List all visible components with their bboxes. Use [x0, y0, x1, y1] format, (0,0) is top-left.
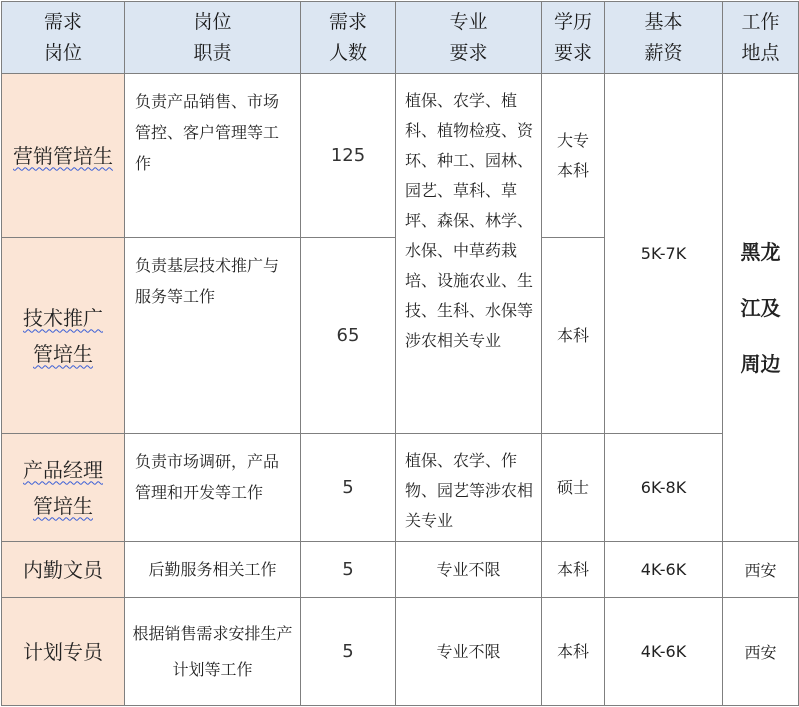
cell-major: 植保、农学、作物、园艺等涉农相关专业 [396, 434, 542, 542]
cell-count: 65 [301, 238, 396, 434]
cell-education: 本科 [542, 542, 605, 598]
cell-position: 内勤文员 [2, 542, 125, 598]
cell-duty: 负责基层技术推广与服务等工作 [125, 238, 301, 434]
cell-duty: 后勤服务相关工作 [125, 542, 301, 598]
cell-position: 技术推广 管培生 [2, 238, 125, 434]
recruitment-table [1, 1, 799, 706]
header-row [2, 2, 799, 74]
cell-major-merged: 植保、农学、植科、植物检疫、资环、种工、园林、园艺、草科、草坪、森保、林学、水保、中草药栽培、设施农业、生技、生科、水保等涉农相关专业 [396, 74, 542, 434]
header-major: 专业 要求 [396, 2, 542, 74]
cell-salary-merged: 5K-7K [605, 74, 723, 434]
header-duty: 岗位 职责 [125, 2, 301, 74]
header-count: 需求 人数 [301, 2, 396, 74]
header-position: 需求 岗位 [2, 2, 125, 74]
cell-duty: 根据销售需求安排生产计划等工作 [125, 598, 301, 706]
cell-salary: 4K-6K [605, 598, 723, 706]
cell-location-merged: 黑龙 江及 周边 [723, 74, 799, 542]
cell-count: 5 [301, 598, 396, 706]
cell-position: 产品经理 管培生 [2, 434, 125, 542]
cell-major: 专业不限 [396, 598, 542, 706]
table-row [2, 598, 799, 706]
table-row [2, 74, 799, 238]
header-location: 工作 地点 [723, 2, 799, 74]
header-salary: 基本 薪资 [605, 2, 723, 74]
cell-position: 营销管培生 [2, 74, 125, 238]
cell-education: 本科 [542, 598, 605, 706]
table-row [2, 434, 799, 542]
cell-duty: 负责市场调研，产品管理和开发等工作 [125, 434, 301, 542]
cell-duty: 负责产品销售、市场管控、客户管理等工作 [125, 74, 301, 238]
table-row [2, 542, 799, 598]
cell-salary: 4K-6K [605, 542, 723, 598]
cell-count: 125 [301, 74, 396, 238]
cell-location: 西安 [723, 598, 799, 706]
cell-location: 西安 [723, 542, 799, 598]
cell-education: 本科 [542, 238, 605, 434]
cell-count: 5 [301, 434, 396, 542]
cell-salary: 6K-8K [605, 434, 723, 542]
cell-position: 计划专员 [2, 598, 125, 706]
cell-major: 专业不限 [396, 542, 542, 598]
header-education: 学历 要求 [542, 2, 605, 74]
cell-count: 5 [301, 542, 396, 598]
cell-education: 硕士 [542, 434, 605, 542]
cell-education: 大专本科 [542, 74, 605, 238]
